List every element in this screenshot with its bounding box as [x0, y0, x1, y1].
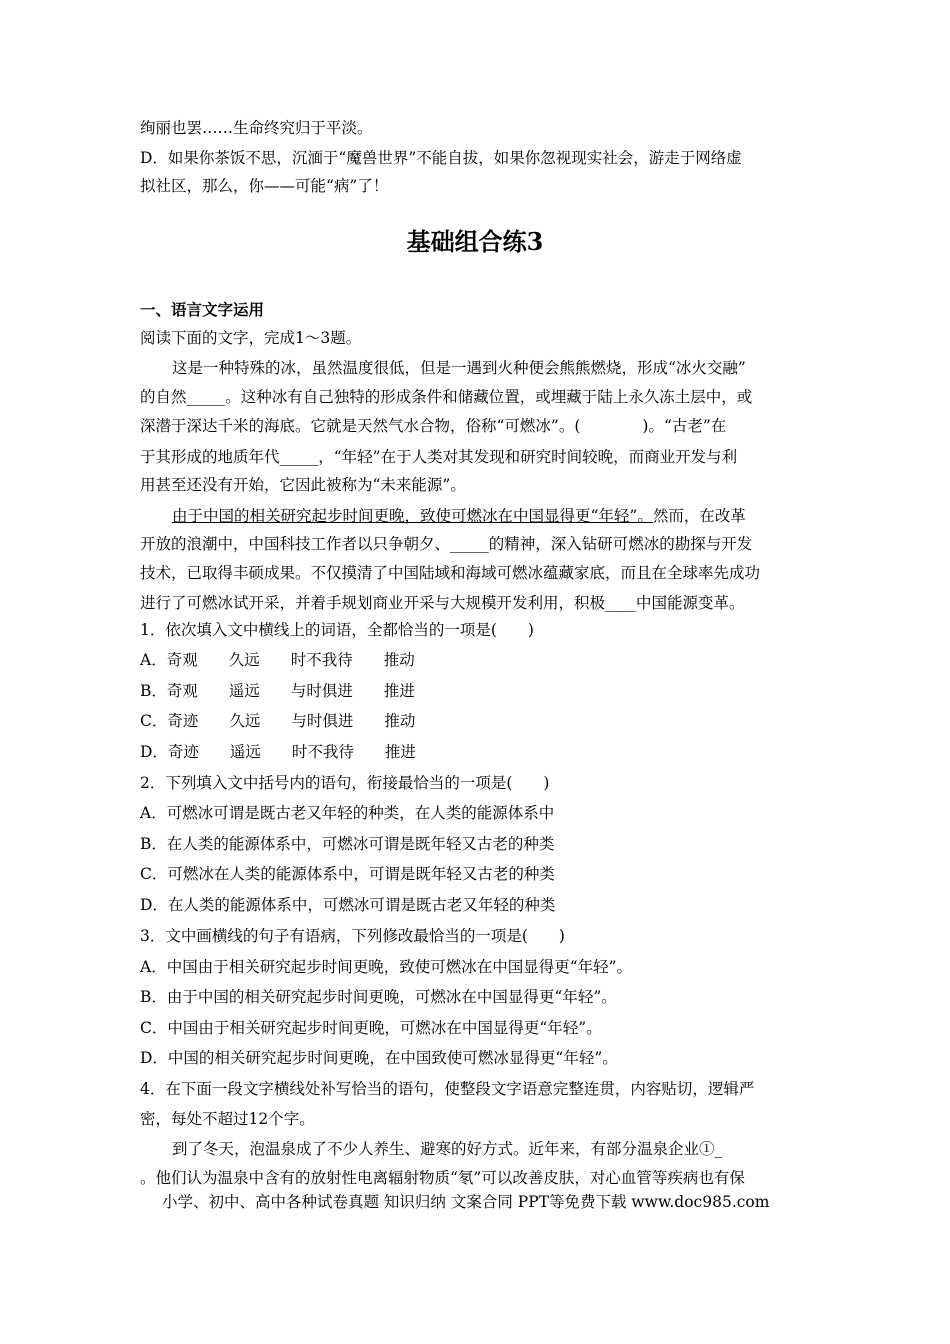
option-c: C．可燃冰在人类的能源体系中，可谓是既年轻又古老的种类: [140, 865, 555, 883]
passage-line: 这是一种特殊的冰，虽然温度很低，但是一遇到火种便会熊熊燃烧，形成“冰火交融”: [172, 359, 746, 377]
passage-line: 开放的浪潮中，中国科技工作者以只争朝夕、_____的精神，深入钻研可燃冰的勘探与开发: [140, 535, 753, 553]
option-d: D．中国的相关研究起步时间更晚，在中国致使可燃冰显得更“年轻”。: [140, 1049, 618, 1067]
option-c: C．中国由于相关研究起步时间更晚，可燃冰在中国显得更“年轻”。: [140, 1019, 602, 1037]
text-line: 绚丽也罢……生命终究归于平淡。: [140, 119, 373, 137]
passage-text: 然而，在改革: [652, 507, 746, 525]
option-a: A．中国由于相关研究起步时间更晚，致使可燃冰在中国显得更“年轻”。: [140, 958, 633, 976]
option-b: B．在人类的能源体系中，可燃冰可谓是既年轻又古老的种类: [140, 835, 555, 853]
option-c: C．奇迹 久远 与时俱进 推动: [140, 712, 416, 730]
question-stem: 1．依次填入文中横线上的词语，全都恰当的一项是( ): [140, 621, 534, 639]
option-b: B．由于中国的相关研究起步时间更晚，可燃冰在中国显得更“年轻”。: [140, 988, 617, 1006]
page-title: 基础组合练3: [406, 227, 544, 256]
page-footer: 小学、初中、高中各种试卷真题 知识归纳 文案合同 PPT等免费下载 www.doc985.com: [162, 1193, 770, 1211]
instruction: 阅读下面的文字，完成1～3题。: [140, 329, 362, 347]
passage-line: 深潜于深达千米的海底。它就是天然气水合物，俗称“可燃冰”。( )。“古老”在: [140, 417, 727, 435]
passage-line: [172, 506, 812, 526]
question-stem: 4．在下面一段文字横线处补写恰当的语句，使整段文字语意完整连贯，内容贴切，逻辑严: [140, 1080, 755, 1098]
text-line: 拟社区，那么，你——可能“病”了！: [140, 177, 389, 195]
option-a: A．可燃冰可谓是既古老又年轻的种类，在人类的能源体系中: [140, 804, 555, 822]
option-d: D．在人类的能源体系中，可燃冰可谓是既古老又年轻的种类: [140, 896, 556, 914]
option-d: D．奇迹 遥远 时不我待 推进: [140, 743, 416, 761]
question-stem: 密，每处不超过12个字。: [140, 1110, 315, 1128]
passage-line: 到了冬天，泡温泉成了不少人养生、避寒的好方式。近年来，有部分温泉企业①_: [172, 1140, 723, 1158]
passage-line: 技术，已取得丰硕成果。不仅摸清了中国陆域和海域可燃冰蕴藏家底，而且在全球率先成功: [140, 564, 761, 582]
question-stem: 3．文中画横线的句子有语病，下列修改最恰当的一项是( ): [140, 927, 565, 945]
passage-line: 于其形成的地质年代_____，“年轻”在于人类对其发现和研究时间较晚，而商业开发与利: [140, 448, 738, 466]
section-heading: 一、语言文字运用: [140, 300, 265, 319]
option-a: A．奇观 久远 时不我待 推动: [140, 651, 415, 669]
option-b: B．奇观 遥远 与时俱进 推进: [140, 682, 415, 700]
underlined-sentence: 由于中国的相关研究起步时间更晚，致使可燃冰在中国显得更“年轻”。: [172, 507, 653, 525]
passage-line: 用甚至还没有开始，它因此被称为“未来能源”。: [140, 476, 466, 494]
passage-line: 的自然_____。这种冰有自己独特的形成条件和储藏位置，或埋藏于陆上永久冻土层中，或: [140, 388, 753, 406]
passage-line: 。他们认为温泉中含有的放射性电离辐射物质“氡”可以改善皮肤，对心血管等疾病也有保: [140, 1169, 745, 1187]
question-stem: 2．下列填入文中括号内的语句，衔接最恰当的一项是( ): [140, 774, 550, 792]
passage-line: 进行了可燃冰试开采，并着手规划商业开采与大规模开发利用，积极____中国能源变革。: [140, 594, 745, 612]
text-line: D．如果你茶饭不思，沉湎于“魔兽世界”不能自拔，如果你忽视现实社会，游走于网络虚: [140, 149, 742, 167]
